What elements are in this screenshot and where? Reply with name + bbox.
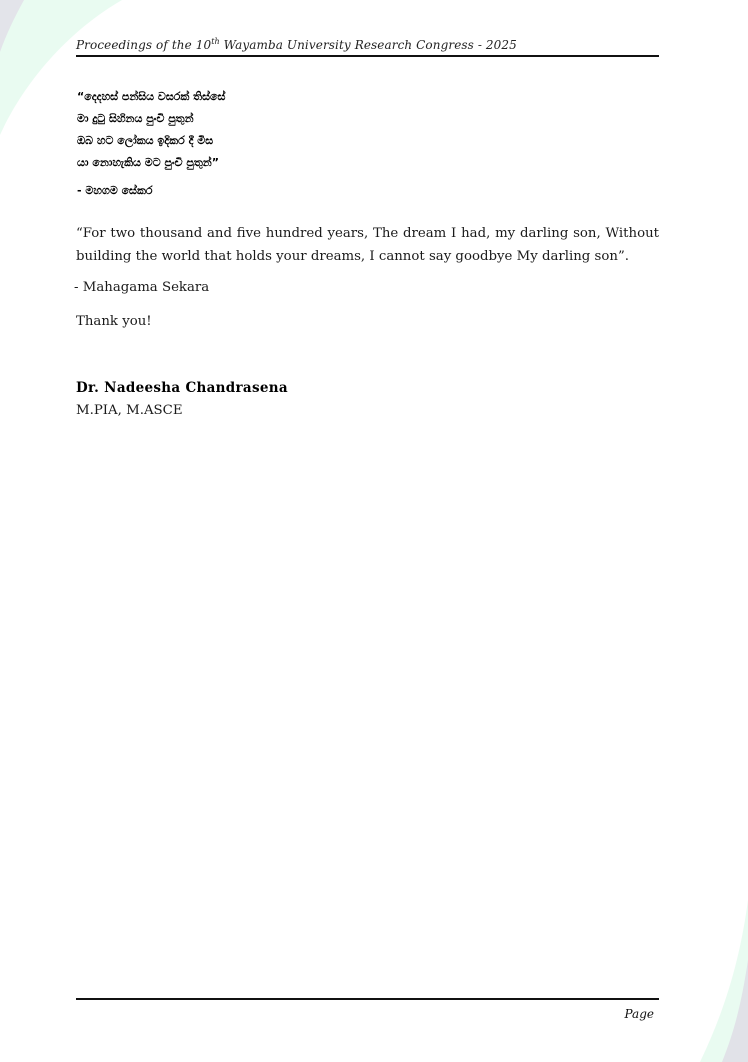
sinhala-line-4: යා නොහැකිය මට පුංචි පුතුන්” bbox=[77, 156, 219, 169]
signature-credentials: M.PIA, M.ASCE bbox=[76, 403, 183, 418]
sinhala-poem bbox=[77, 86, 225, 174]
header-text-start: Proceedings of the 10 bbox=[76, 38, 212, 52]
header-text-end: Wayamba University Research Congress - 2025 bbox=[219, 38, 517, 52]
closing-text: Thank you! bbox=[76, 314, 152, 329]
english-translation: “For two thousand and five hundred years, The dream I had, my darling son, Without building the world that holds your dreams, I cannot say goodbye My darling son”. bbox=[76, 226, 659, 264]
running-header bbox=[76, 37, 659, 52]
footer-rule bbox=[76, 998, 659, 1000]
signature-name: Dr. Nadeesha Chandrasena bbox=[76, 380, 288, 396]
sinhala-line-3: ඔබ හට ලෝකය ඉදිකර දී මිස bbox=[77, 134, 214, 147]
header-superscript: th bbox=[211, 37, 220, 46]
english-attribution: - Mahagama Sekara bbox=[74, 280, 210, 295]
page-footer-label: Page bbox=[624, 1007, 654, 1021]
sinhala-line-1: “දෙදහස් පන්සිය වසරක් තිස්සේ bbox=[77, 90, 226, 103]
sinhala-line-2: මා දුටු සිහිනය පුංචි පුතුන් bbox=[77, 112, 194, 125]
header-rule bbox=[76, 55, 659, 57]
sinhala-attribution: - මහගම සේකර bbox=[77, 184, 153, 197]
